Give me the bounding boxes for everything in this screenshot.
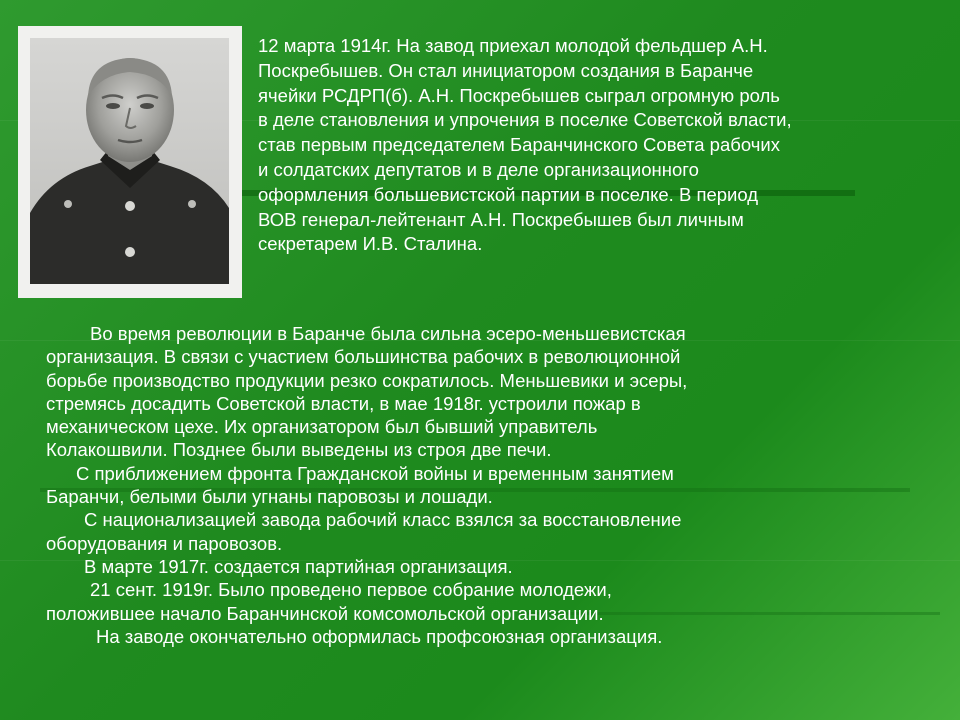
history-line: Во время революции в Баранче была сильна эсеро-меньшевистская xyxy=(90,323,686,344)
history-line: борьбе производство продукции резко сократилось. Меньшевики и эсеры, xyxy=(46,369,688,391)
intro-line: оформления большевистской партии в поселке. В период xyxy=(258,183,759,205)
history-line: положившее начало Баранчинской комсомольской организации. xyxy=(46,602,604,624)
history-paragraph xyxy=(46,578,936,625)
history-line: стремясь досадить Советской власти, в мае 1918г. устроили пожар в xyxy=(46,392,641,414)
history-paragraph xyxy=(46,322,936,462)
portrait-photo xyxy=(30,38,229,284)
history-paragraph xyxy=(46,625,936,648)
history-line: Колакошвили. Позднее были выведены из строя две печи. xyxy=(46,439,552,461)
history-line: На заводе окончательно оформилась профсоюзная организация. xyxy=(96,625,663,647)
intro-line: в деле становления и упрочения в поселке Советской власти, xyxy=(258,109,792,131)
history-line: С приближением фронта Гражданской войны и временным занятием xyxy=(76,462,674,484)
history-line: В марте 1917г. создается партийная организация. xyxy=(84,555,513,577)
history-text xyxy=(46,322,936,648)
portrait-frame xyxy=(18,26,242,298)
intro-line: Поскребышев. Он стал инициатором создания в Баранче xyxy=(258,59,754,81)
intro-line: секретарем И.В. Сталина. xyxy=(258,233,483,255)
history-paragraph xyxy=(46,462,936,509)
intro-line: и солдатских депутатов и в деле организационного xyxy=(258,158,699,180)
intro-line: ячейки РСДРП(б). А.Н. Поскребышев сыграл огромную роль xyxy=(258,84,780,106)
intro-line: став первым председателем Баранчинского Совета рабочих xyxy=(258,134,780,156)
history-paragraph xyxy=(46,508,936,555)
history-line: Баранчи, белыми были угнаны паровозы и лошади. xyxy=(46,486,493,508)
intro-line: 12 марта 1914г. На завод приехал молодой фельдшер А.Н. xyxy=(258,35,768,56)
intro-paragraph xyxy=(258,34,958,257)
history-line: организация. В связи с участием большинства рабочих в революционной xyxy=(46,346,681,368)
history-line: механическом цехе. Их организатором был бывший управитель xyxy=(46,416,598,438)
history-paragraph xyxy=(46,555,936,578)
history-line: 21 сент. 1919г. Было проведено первое собрание молодежи, xyxy=(90,579,612,601)
history-line: С национализацией завода рабочий класс взялся за восстановление xyxy=(84,509,682,531)
history-line: оборудования и паровозов. xyxy=(46,532,283,554)
intro-line: ВОВ генерал-лейтенант А.Н. Поскребышев был личным xyxy=(258,208,744,230)
